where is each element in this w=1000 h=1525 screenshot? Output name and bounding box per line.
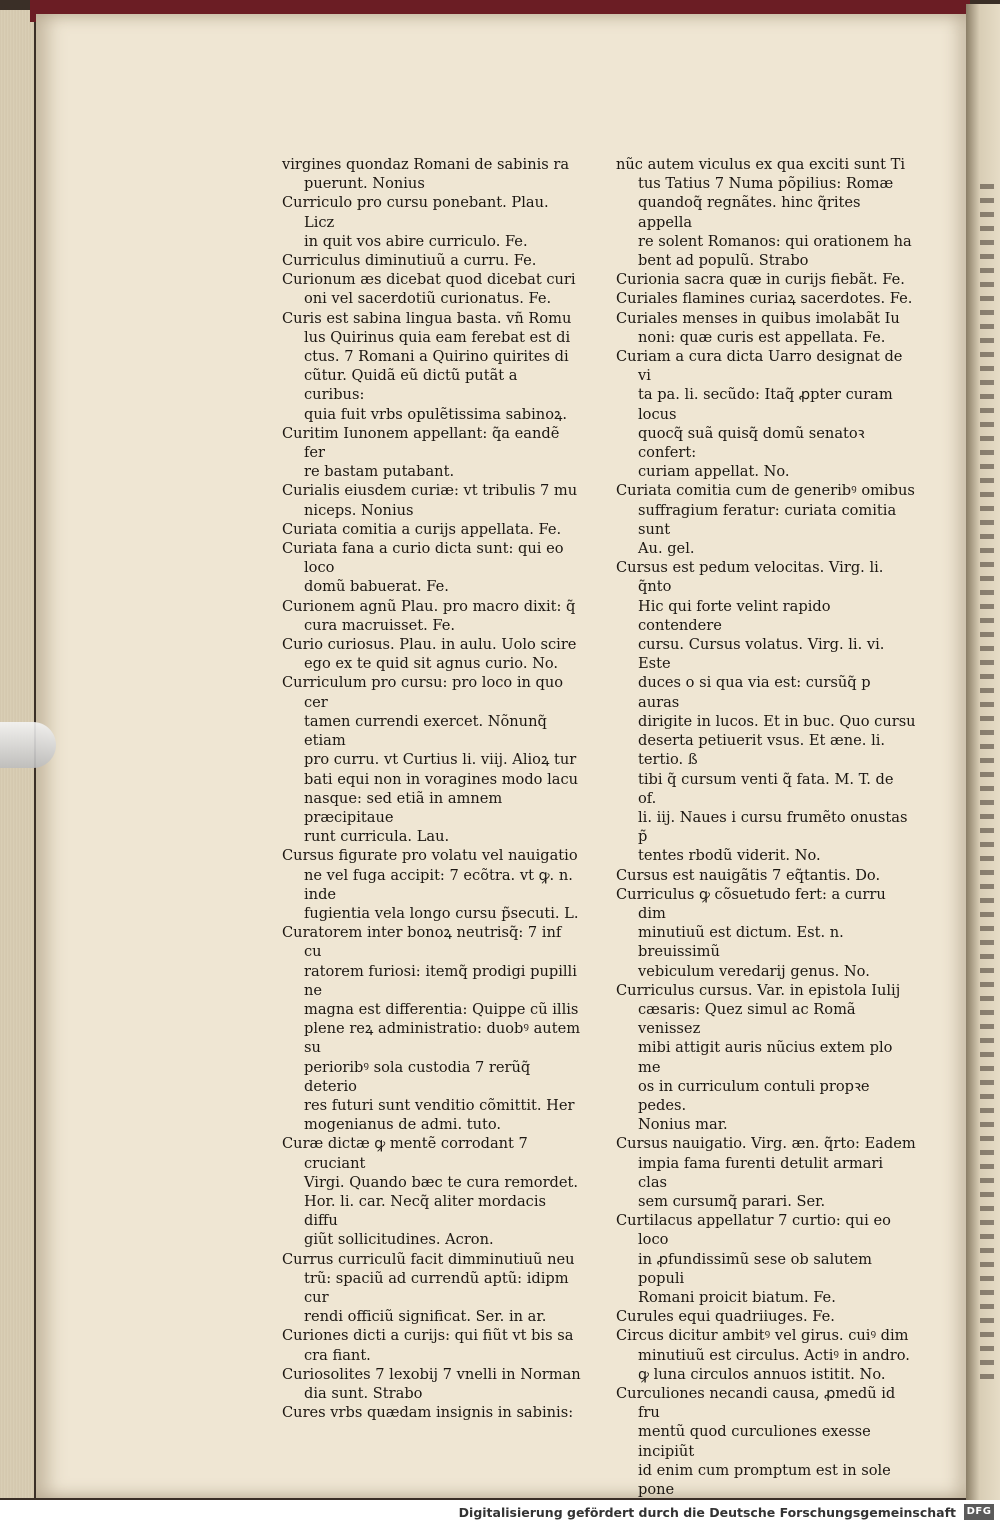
entry: Circus dicitur ambitꝰ vel girus. cuiꝰ dim minutiuũ est circulus. Actiꝰ in andro. ꝙ luna circulos annuos istitit. No. [616, 1327, 910, 1383]
entry: Curriculus diminutiuũ a curru. Fe. [282, 252, 537, 270]
entry: Curionia sacra quæ in curijs fiebãt. Fe. [616, 271, 905, 289]
entry: Curiales menses in quibus imolabãt Iu noni: quæ curis est appellata. Fe. [616, 309, 900, 346]
entry: Curio curiosus. Plau. in aulu. Uolo scire ego ex te quid sit agnus curio. No. [282, 636, 577, 673]
facing-page-edge [966, 4, 1000, 1500]
entry: Cures vrbs quædam insignis in sabinis: [282, 1404, 574, 1422]
entry: nũc autem viculus ex qua exciti sunt Ti tus Tatius 7 Numa põpilius: Romæ quandoq̃ regnãtes. hinc q̃rites appella re solent Romanos: qui orationem ha bent ad populũ. Strabo [616, 156, 912, 270]
entry: Curialis eiusdem curiæ: vt tribulis 7 mu niceps. Nonius [282, 482, 578, 519]
entry: Curiata fana a curio dicta sunt: qui eo loco domũ babuerat. Fe. [282, 540, 564, 596]
text-column-left [282, 155, 582, 1422]
entry: Curriculum pro cursu: pro loco in quo cer tamen currendi exercet. Nõnunq̃ etiam pro curru. vt Curtius li. viij. Alioꝝ tur bati equi non in voragines modo lacu nasque: sed etiã in amnem præcipitaue runt curricula. Lau. [282, 674, 579, 846]
entry: Curiam a cura dicta Uarro designat de vi ta pa. li. secũdo: Itaq̃ ꝓpter curam locus quocq̃ suã quisq̃ domũ senatoꝛ confert: curiam appellat. No. [616, 348, 903, 481]
entry: Curriculo pro cursu ponebant. Plau. Licz in quit vos abire curriculo. Fe. [282, 194, 549, 250]
entry: Curiata comitia a curijs appellata. Fe. [282, 520, 562, 538]
entry: Curitim Iunonem appellant: q̃a eandẽ fer re bastam putabant. [282, 424, 560, 481]
entry: Curules equi quadriiuges. Fe. [616, 1308, 835, 1326]
entry: Curiosolites 7 lexobij 7 vnelli in Norman dia sunt. Strabo [282, 1365, 581, 1402]
entry: Curriculus cursus. Var. in epistola Iulij cæsaris: Quez simul ac Romã venissez mibi attigit auris nũcius extem plo me os in curriculum contuli propꝛe pedes. Nonius mar. [616, 981, 901, 1134]
footer-bar [0, 1500, 1000, 1525]
entry: Curæ dictæ ꝙ mentẽ corrodant 7 cruciant Virgi. Quando bæc te cura remordet. Hor. li. car. Necq̃ aliter mordacis diffu giũt sollicitudines. Acron. [282, 1135, 579, 1249]
entry: Curculiones necandi causa, ꝓmedũ id fru mentũ quod curculiones exesse incipiũt id enim cum promptum est in sole pone [616, 1385, 896, 1499]
entry: Cursus est pedum velocitas. Virg. li. q̃nto Hic qui forte velint rapido contendere cursu. Cursus volatus. Virg. li. vi. Este duces o si qua via est: cursũq̃ p auras dirigite in lucos. Et in buc. Quo cursu deserta petiuerit vsus. Et æne. li. tertio. ß tibi q̃ cursum venti q̃ fata. M. T. de of. li. iij. Naues i cursu frumẽto onustas p̃ tentes rbodũ viderit. No. [616, 559, 916, 865]
entry: Curiones dicti a curijs: qui fiũt vt bis sa cra fiant. [282, 1327, 574, 1364]
entry: Curtilacus appellatur 7 curtio: qui eo loco in ꝓfundissimũ sese ob salutem populi Romani proicit biatum. Fe. [616, 1212, 891, 1306]
entry: Curiales flamines curiaꝝ sacerdotes. Fe. [616, 290, 913, 308]
text-column-right [616, 155, 916, 1500]
entry: Cursus est nauigãtis 7 eq̃tantis. Do. [616, 866, 881, 884]
dfg-logo: DFG [964, 1504, 994, 1520]
entry: Curis est sabina lingua basta. vñ Romu lus Quirinus quia eam ferebat est di ctus. 7 Romani a Quirino quirites di cũtur. Quidã eũ dictũ putãt a curibus: quia fuit vrbs opulẽtissima sabinoꝝ. [282, 309, 572, 423]
entry: Cursus nauigatio. Virg. æn. q̃rto: Eadem impia fama furenti detulit armari clas sem cursumq̃ parari. Ser. [616, 1135, 916, 1210]
entry: Currus curriculũ facit dimminutiuũ neu trũ: spaciũ ad currendũ aptũ: idipm cur rendi officiũ significat. Ser. in ar. [282, 1250, 575, 1326]
entry: Cursus figurate pro volatu vel nauigatio ne vel fuga accipit: 7 ecõtra. vt ꝙ. n. inde fugientia vela longo cursu p̃secuti. L. [282, 847, 579, 922]
footer-funding-text: Digitalisierung gefördert durch die Deutsche Forschungsgemeinschaft [458, 1505, 956, 1520]
entry: Curionem agnũ Plau. pro macro dixit: q̃ cura macruisset. Fe. [282, 597, 576, 634]
entry: Curriculus ꝙ cõsuetudo fert: a curru dim minutiuũ est dictum. Est. n. breuissimũ vebiculum veredarij genus. No. [616, 885, 886, 980]
entry: virgines quondaz Romani de sabinis ra puerunt. Nonius [282, 156, 570, 193]
entry: Curionum æs dicebat quod dicebat curi oni vel sacerdotiũ curionatus. Fe. [282, 271, 576, 308]
entry: Curiata comitia cum de generibꝰ omibus suffragium feratur: curiata comitia sunt Au. gel. [616, 482, 915, 558]
entry: Curatorem inter bonoꝝ neutrisq̃: 7 inf cu ratorem furiosi: itemq̃ prodigi pupilli ne magna est differentia: Quippe cũ illis plene reꝝ administratio: duobꝰ autem su perioribꝰ sola custodia 7 rerũq̃ deterio res futuri sunt venditio cõmittit. Her mogenianus de admi. tuto. [282, 924, 581, 1134]
page-clip [0, 722, 56, 768]
